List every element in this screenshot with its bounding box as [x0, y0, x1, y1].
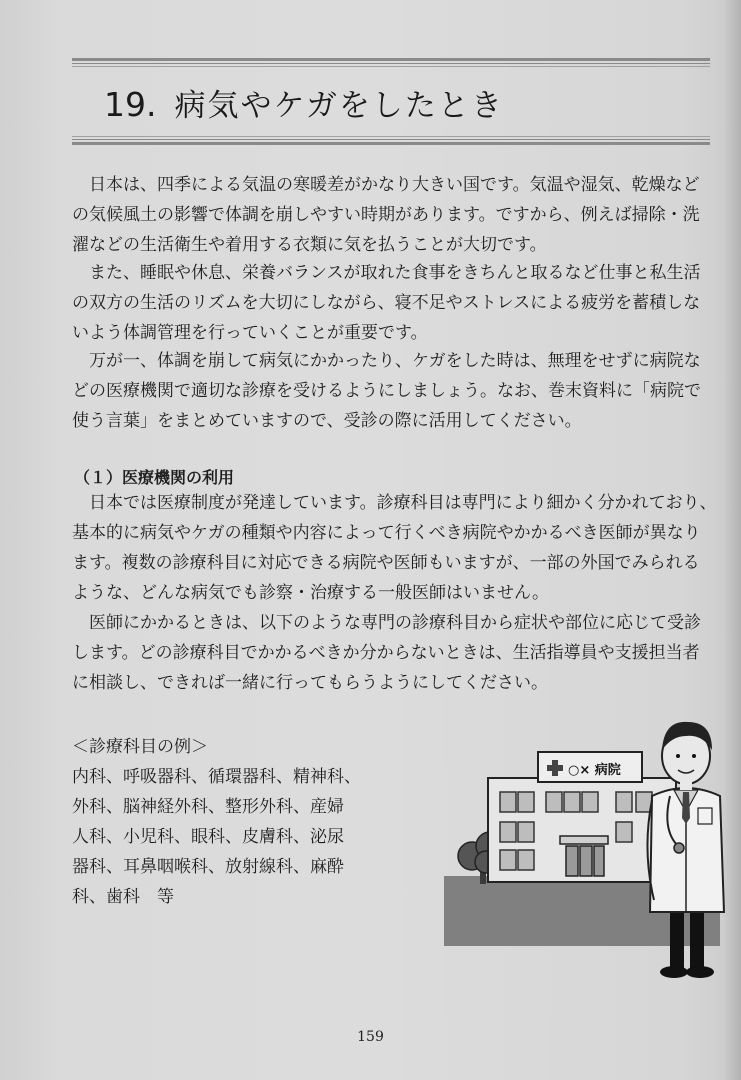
section-paragraph-1	[72, 488, 722, 608]
hospital-illustration-svg	[440, 700, 730, 990]
page-number: 159	[357, 1029, 384, 1045]
department-examples	[72, 732, 392, 912]
text-line: に相談し、できれば一緒に行ってもらうようにしてください。	[72, 673, 548, 693]
chapter-number: 19.	[104, 85, 157, 124]
chapter-title	[104, 80, 504, 125]
text-line: いよう体調管理を行っていくことが重要です。	[72, 323, 428, 343]
text-line: 万が一、体調を崩して病気にかかったり、ケガをした時は、無理をせずに病院な	[72, 351, 701, 371]
text-line: 科、歯科 等	[72, 887, 174, 907]
text-line: 内科、呼吸器科、循環器科、精神科、	[72, 767, 361, 787]
title-rule-bottom	[72, 136, 710, 147]
text-line: どの医療機関で適切な診療を受けるようにしましょう。なお、巻末資料に「病院で	[72, 381, 701, 401]
examples-heading: ＜診療科目の例＞	[72, 737, 208, 757]
text-line: 器科、耳鼻咽喉科、放射線科、麻酔	[72, 857, 344, 877]
text-line: 人科、小児科、眼科、皮膚科、泌尿	[72, 827, 344, 847]
title-rule-top	[72, 58, 710, 67]
intro-paragraph-1	[72, 170, 722, 260]
text-line: します。どの診療科目でかかるべきか分からないときは、生活指導員や支援担当者	[72, 643, 700, 663]
text-line: 医師にかかるときは、以下のような専門の診療科目から症状や部位に応じて受診	[72, 613, 701, 633]
hospital-and-doctor-illustration	[440, 700, 730, 990]
text-line: また、睡眠や休息、栄養バランスが取れた食事をきちんと取るなど仕事と私生活	[72, 263, 701, 283]
text-line: 日本では医療制度が発達しています。診療科目は専門により細かく分かれており、	[72, 493, 717, 513]
text-line: の双方の生活のリズムを大切にしながら、寝不足やストレスによる疲労を蓄積しな	[72, 293, 701, 313]
intro-paragraph-3	[72, 346, 722, 436]
text-line: ます。複数の診療科目に対応できる病院や医師もいますが、一部の外国でみられる	[72, 553, 700, 573]
text-line: 濯などの生活衛生や着用する衣類に気を払うことが大切です。	[72, 235, 547, 255]
entrance-door	[566, 846, 604, 876]
text-line: の気候風土の影響で体調を崩しやすい時期があります。ですから、例えば掃除・洗	[72, 205, 700, 225]
text-line: 外科、脳神経外科、整形外科、産婦	[72, 797, 344, 817]
section-heading: （１）医療機関の利用	[74, 468, 235, 487]
text-line: 使う言葉」をまとめていますので、受診の際に活用してください。	[72, 411, 582, 431]
text-line: ような、どんな病気でも診察・治療する一般医師はいません。	[72, 583, 550, 603]
hospital-sign: ○× 病院	[568, 763, 621, 778]
chapter-title-text: 病気やケガをしたとき	[174, 88, 504, 124]
intro-paragraph-2	[72, 258, 722, 348]
text-line: 基本的に病気やケガの種類や内容によって行くべき病院やかかるべき医師が異なり	[72, 523, 701, 543]
section-paragraph-2	[72, 608, 722, 698]
text-line: 日本は、四季による気温の寒暖差がかなり大きい国です。気温や湿気、乾燥など	[72, 175, 700, 195]
